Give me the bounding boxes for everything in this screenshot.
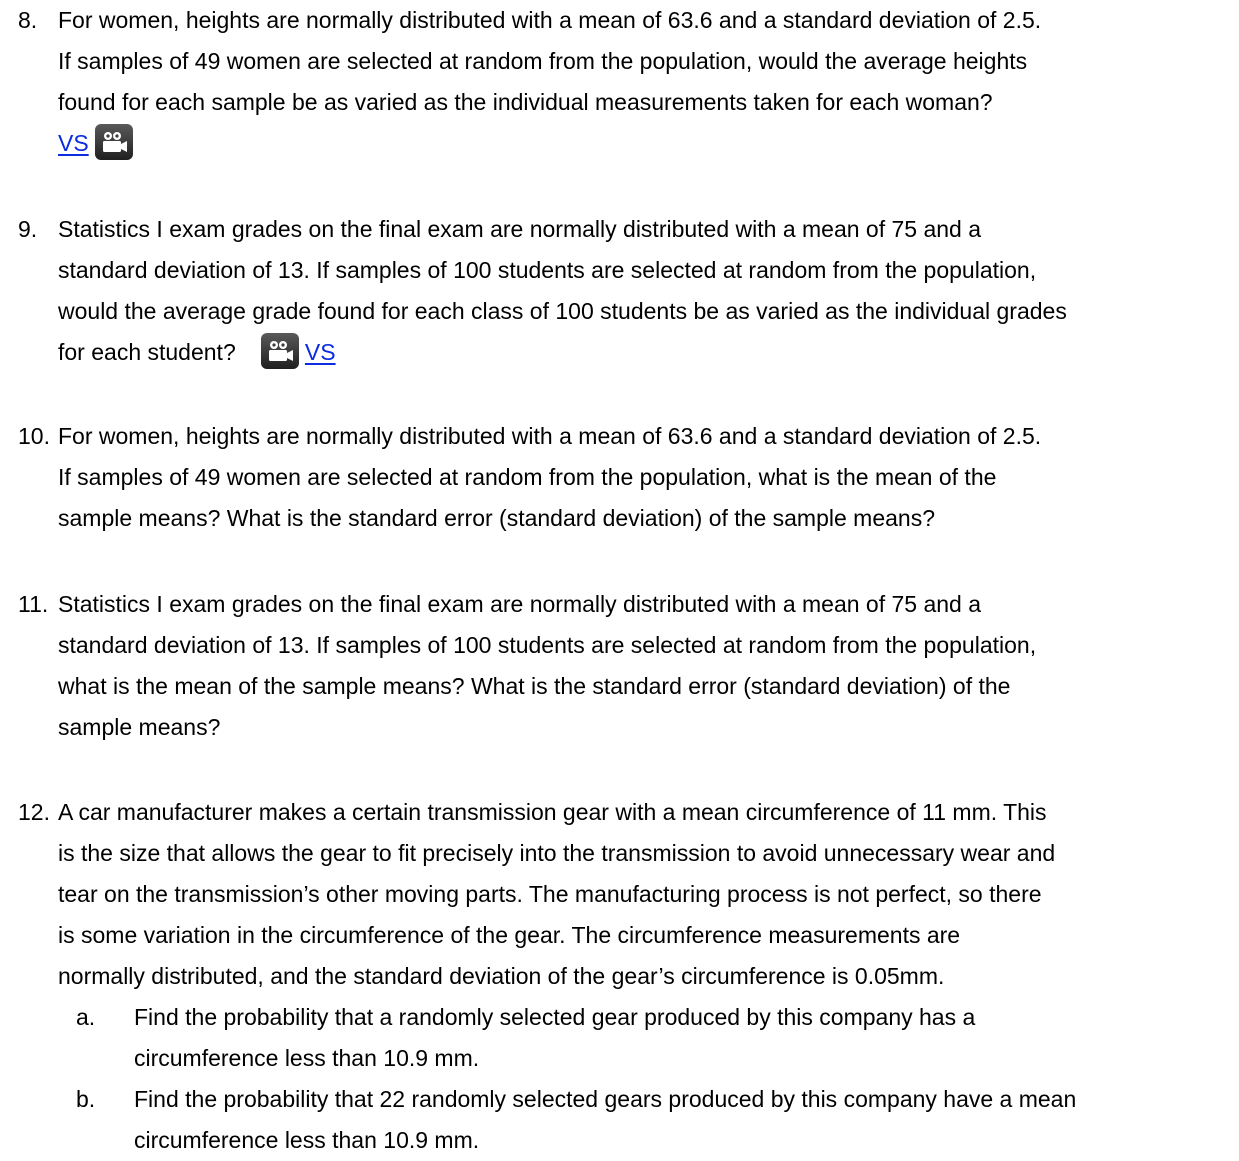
problem-line: tear on the transmission’s other moving parts. The manufacturing process is not perfect, so there <box>58 881 1042 907</box>
problem-line: For women, heights are normally distributed with a mean of 63.6 and a standard deviation of 2.5. <box>58 7 1042 33</box>
problem-line: If samples of 49 women are selected at random from the population, what is the mean of the <box>58 464 997 490</box>
video-camera-icon[interactable] <box>261 333 299 369</box>
problem-line: For women, heights are normally distributed with a mean of 63.6 and a standard deviation of 2.5. <box>58 423 1042 449</box>
problem-number: 10. <box>18 423 50 449</box>
problem-line: normally distributed, and the standard deviation of the gear’s circumference is 0.05mm. <box>58 963 945 989</box>
problem-line: is the size that allows the gear to fit precisely into the transmission to avoid unnecessary wear and <box>58 840 1056 866</box>
vs-link[interactable]: VS <box>58 130 89 156</box>
video-camera-icon[interactable] <box>95 124 133 160</box>
problem-line: standard deviation of 13. If samples of 100 students are selected at random from the population, <box>58 632 1037 658</box>
problem-line: is some variation in the circumference of the gear. The circumference measurements are <box>58 922 961 948</box>
problem-line: Statistics I exam grades on the final exam are normally distributed with a mean of 75 and a <box>58 591 982 617</box>
sub-question-line: circumference less than 10.9 mm. <box>134 1127 480 1153</box>
problem-line: sample means? <box>58 714 221 740</box>
sub-question-letter: a. <box>76 1004 96 1030</box>
problem-line-end: for each student? <box>58 339 236 365</box>
sub-question-line: Find the probability that 22 randomly selected gears produced by this company have a mean <box>134 1086 1077 1112</box>
problem-line-resources <box>58 332 1233 373</box>
problem-text <box>58 209 1233 373</box>
problem-text <box>58 792 1233 997</box>
problem-line: what is the mean of the sample means? What is the standard error (standard deviation) of the <box>58 673 1011 699</box>
problem-number: 9. <box>18 216 38 242</box>
sub-question-text <box>134 997 1234 1079</box>
problem-line: If samples of 49 women are selected at random from the population, would the average heights <box>58 48 1028 74</box>
sub-question-letter: b. <box>76 1086 96 1112</box>
problem-line: found for each sample be as varied as the individual measurements taken for each woman? <box>58 89 993 115</box>
problem-line: A car manufacturer makes a certain transmission gear with a mean circumference of 11 mm. This <box>58 799 1047 825</box>
problem-line: sample means? What is the standard error (standard deviation) of the sample means? <box>58 505 935 531</box>
problem-line: standard deviation of 13. If samples of 100 students are selected at random from the population, <box>58 257 1037 283</box>
problem-line: Statistics I exam grades on the final exam are normally distributed with a mean of 75 and a <box>58 216 982 242</box>
problem-number: 8. <box>18 7 38 33</box>
problem-line-resources <box>58 123 1233 164</box>
sub-question-line: circumference less than 10.9 mm. <box>134 1045 480 1071</box>
sub-question-line: Find the probability that a randomly selected gear produced by this company has a <box>134 1004 976 1030</box>
problem-text <box>58 0 1233 164</box>
sub-question-text <box>134 1079 1234 1161</box>
problem-number: 11. <box>18 591 49 617</box>
vs-link[interactable]: VS <box>304 339 336 365</box>
problem-text <box>58 584 1233 748</box>
problem-line: would the average grade found for each class of 100 students be as varied as the individual grades <box>58 298 1067 324</box>
problem-text <box>58 416 1233 539</box>
problem-number: 12. <box>18 799 50 825</box>
